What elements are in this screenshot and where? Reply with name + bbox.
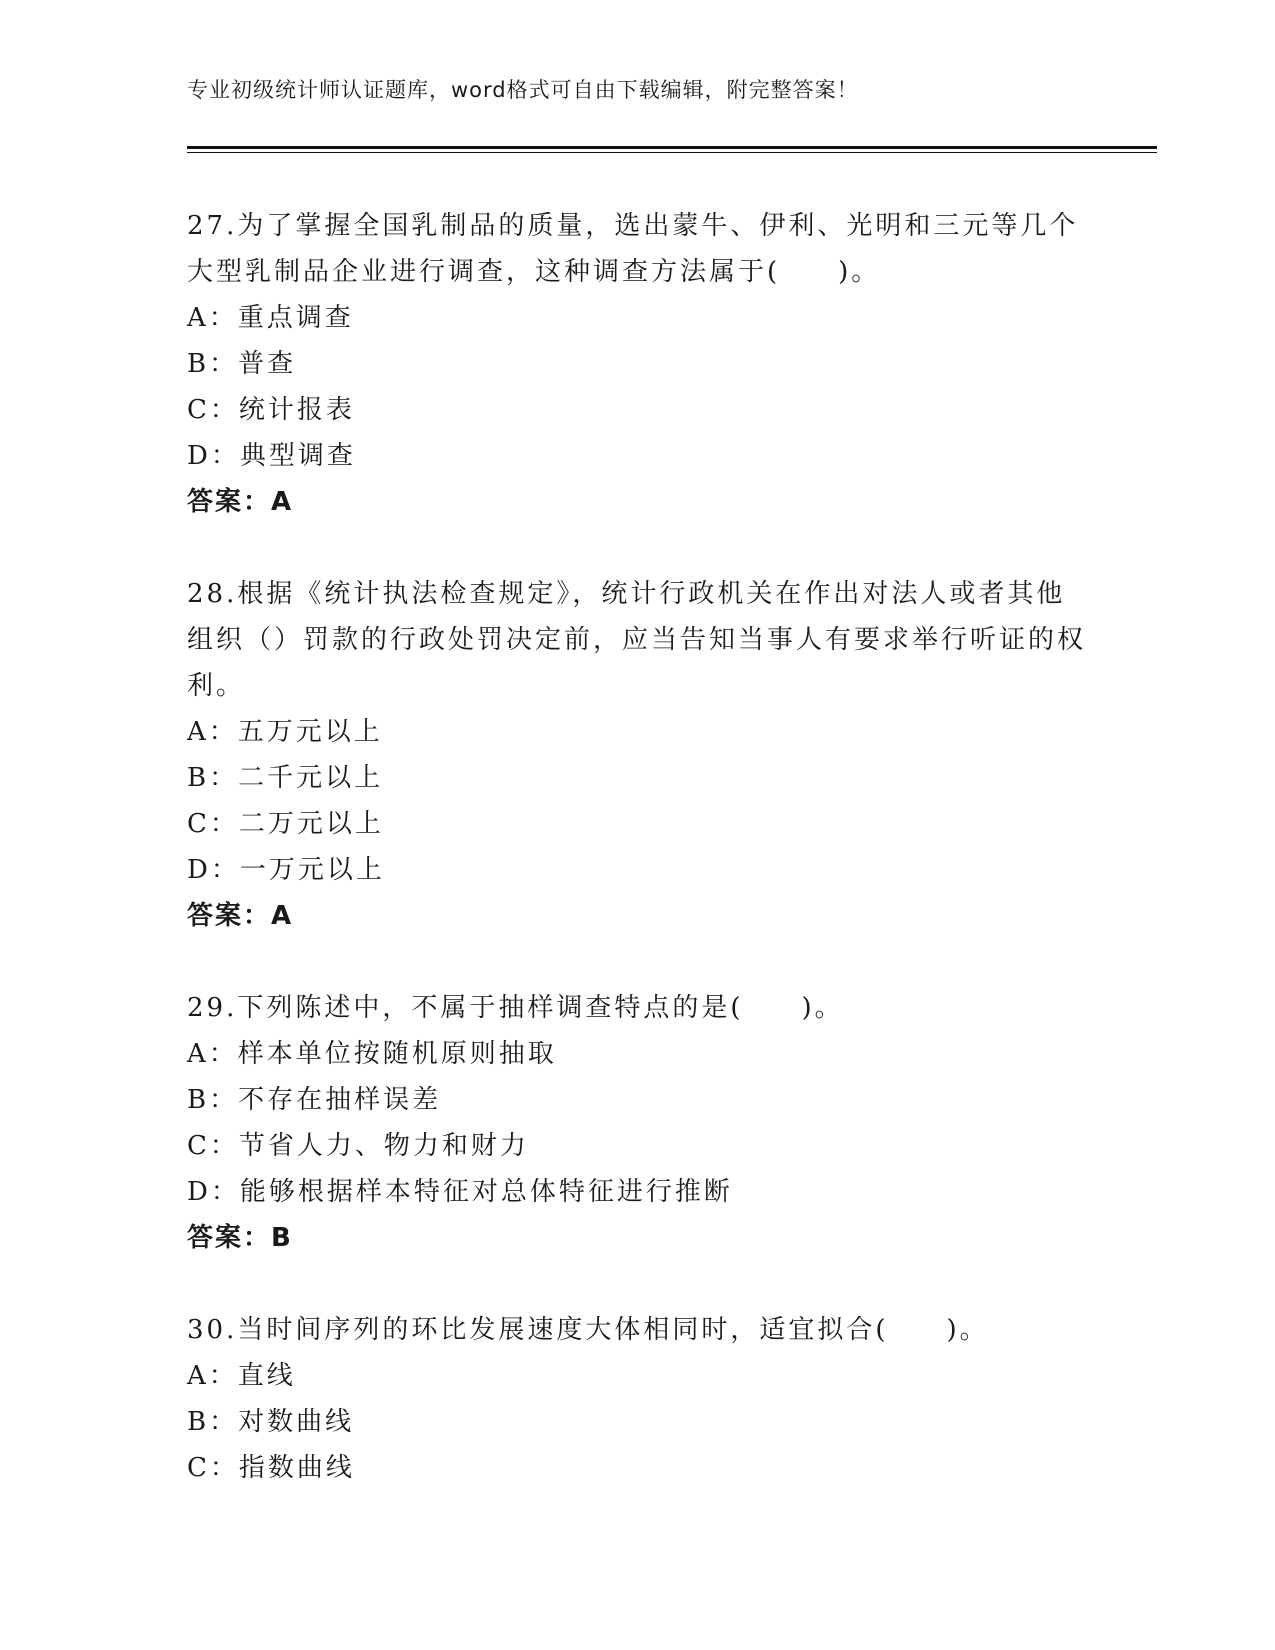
option-a: A：重点调查 — [187, 303, 354, 333]
answer-line: 答案：A — [187, 901, 294, 931]
option-a: A：五万元以上 — [187, 717, 383, 747]
question-30 — [187, 1307, 1087, 1491]
option-a: A：直线 — [187, 1361, 296, 1391]
option-b: B：对数曲线 — [187, 1407, 355, 1437]
answer-line: 答案：B — [187, 1223, 293, 1253]
option-c: C：节省人力、物力和财力 — [187, 1131, 529, 1161]
question-text: 29.下列陈述中，不属于抽样调查特点的是( )。 — [187, 993, 844, 1023]
question-27 — [187, 203, 1087, 525]
question-text: 28.根据《统计执法检查规定》，统计行政机关在作出对法人或者其他组织（）罚款的行政处罚决定前，应当告知当事人有要求举行听证的权利。 — [187, 579, 1087, 701]
header-rule-thin — [187, 152, 1157, 153]
option-c: C：统计报表 — [187, 395, 355, 425]
option-a: A：样本单位按随机原则抽取 — [187, 1039, 557, 1069]
option-b: B：二千元以上 — [187, 763, 384, 793]
option-c: C：二万元以上 — [187, 809, 384, 839]
question-text: 27.为了掌握全国乳制品的质量，选出蒙牛、伊利、光明和三元等几个大型乳制品企业进行调查，这种调查方法属于( )。 — [187, 211, 1079, 287]
option-b: B：普查 — [187, 349, 297, 379]
option-d: D：典型调查 — [187, 441, 356, 471]
page-header: 专业初级统计师认证题库，word格式可自由下载编辑，附完整答案！ — [187, 78, 859, 102]
question-text: 30.当时间序列的环比发展速度大体相同时，适宜拟合( )。 — [187, 1315, 989, 1345]
question-28 — [187, 571, 1087, 939]
option-d: D：一万元以上 — [187, 855, 385, 885]
answer-line: 答案：A — [187, 487, 294, 517]
question-list — [187, 203, 1087, 1537]
option-d: D：能够根据样本特征对总体特征进行推断 — [187, 1177, 733, 1207]
option-b: B：不存在抽样误差 — [187, 1085, 442, 1115]
question-29 — [187, 985, 1087, 1261]
option-c: C：指数曲线 — [187, 1453, 355, 1483]
header-rule-thick — [187, 146, 1157, 149]
